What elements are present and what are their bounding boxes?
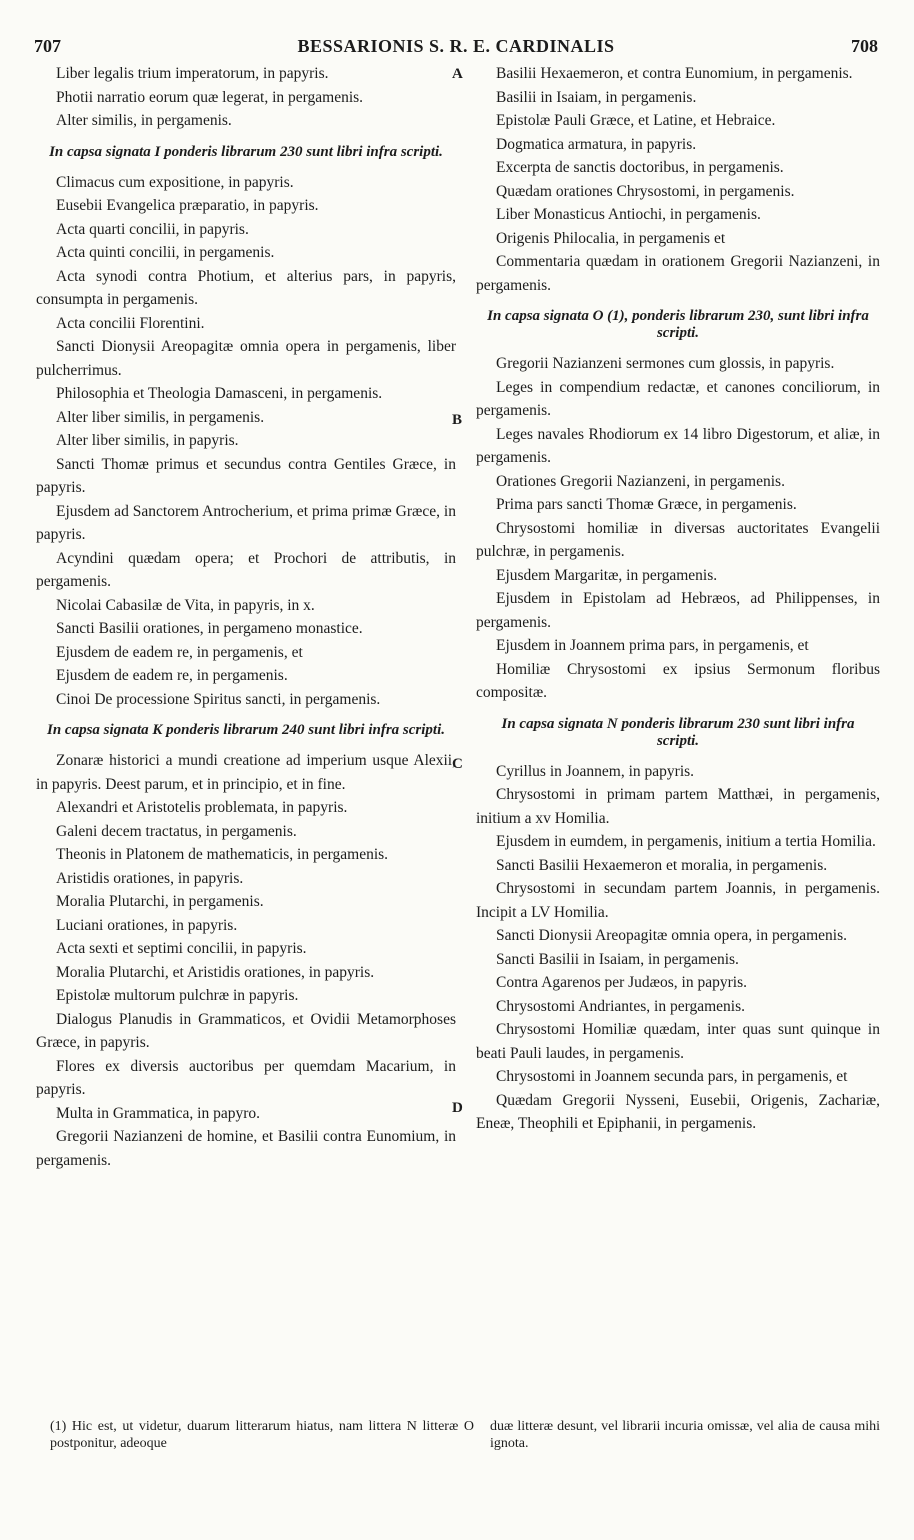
left-column xyxy=(36,62,456,1172)
list-item: Galeni decem tractatus, in pergamenis. xyxy=(56,822,297,840)
list-item: Chrysostomi Andriantes, in pergamenis. xyxy=(496,997,745,1015)
list-item: Ejusdem in Epistolam ad Hebræos, ad Philippenses, in pergamenis. xyxy=(476,590,880,631)
list-item: Chrysostomi in primam partem Matthæi, in pergamenis, initium a xv Homilia. xyxy=(476,786,880,827)
list-item: Photii narratio eorum quæ legerat, in pergamenis. xyxy=(56,88,364,106)
list-item: Liber legalis trium imperatorum, in papyris. xyxy=(56,65,329,82)
list-item: Chrysostomi Homiliæ quædam, inter quas sunt quinque in beati Pauli laudes, in pergamenis. xyxy=(476,1021,880,1062)
list-item: Nicolai Cabasilæ de Vita, in papyris, in x. xyxy=(56,596,315,614)
page-number-left: 707 xyxy=(34,36,61,56)
list-item: Sancti Basilii in Isaiam, in pergamenis. xyxy=(496,950,739,968)
list-item: Eusebii Evangelica præparatio, in papyris. xyxy=(56,197,319,214)
list-item: Sancti Basilii Hexaemeron et moralia, in pergamenis. xyxy=(496,856,828,874)
list-item: Ejusdem ad Sanctorem Antrocherium, et prima primæ Græce, in papyris. xyxy=(36,502,456,543)
section-heading-capsa-n: In capsa signata N ponderis librarum 230 sunt libri infra scripti. xyxy=(501,715,855,749)
list-item: Ejusdem in Joannem prima pars, in pergamenis, et xyxy=(496,637,809,654)
list-item: Leges navales Rhodiorum ex 14 libro Digestorum, et aliæ, in pergamenis. xyxy=(476,425,880,466)
section-heading-capsa-i: In capsa signata I ponderis librarum 230 sunt libri infra scripti. xyxy=(49,143,443,160)
list-item: Flores ex diversis auctoribus per quemdam Macarium, in papyris. xyxy=(36,1057,456,1098)
list-item: Ejusdem in eumdem, in pergamenis, initium a tertia Homilia. xyxy=(496,833,876,850)
list-item: Philosophia et Theologia Damasceni, in pergamenis. xyxy=(56,385,383,402)
list-item: Ejusdem de eadem re, in pergamenis. xyxy=(56,667,288,684)
list-item: Cyrillus in Joannem, in papyris. xyxy=(496,762,695,780)
list-item: Acta sexti et septimi concilii, in papyris. xyxy=(56,940,307,957)
list-item: Sancti Dionysii Areopagitæ omnia opera in pergamenis, liber pulcherrimus. xyxy=(36,338,456,379)
list-item: Sancti Basilii orationes, in pergameno monastice. xyxy=(56,620,363,637)
list-item: Dialogus Planudis in Grammaticos, et Ovidii Metamorphoses Græce, in papyris. xyxy=(36,1010,456,1051)
list-item: Moralia Plutarchi, in pergamenis. xyxy=(56,893,264,910)
list-item: Origenis Philocalia, in pergamenis et xyxy=(496,229,726,247)
list-item: Ejusdem Margaritæ, in pergamenis. xyxy=(496,566,718,584)
list-item: Liber Monasticus Antiochi, in pergamenis. xyxy=(496,206,761,223)
section-heading-capsa-o: In capsa signata O (1), ponderis librarum 230, sunt libri infra scripti. xyxy=(487,308,869,341)
list-item: Acta quarti concilii, in papyris. xyxy=(56,220,249,238)
list-item: Orationes Gregorii Nazianzeni, in pergamenis. xyxy=(496,472,785,490)
list-item: Homiliæ Chrysostomi ex ipsius Sermonum floribus compositæ. xyxy=(476,660,880,701)
list-item: Acta quinti concilii, in pergamenis. xyxy=(56,244,275,261)
margin-letter-c: C xyxy=(452,756,463,772)
list-item: Prima pars sancti Thomæ Græce, in pergamenis. xyxy=(496,496,797,513)
list-item: Commentaria quædam in orationem Gregorii Nazianzeni, in pergamenis. xyxy=(476,253,880,294)
list-item: Chrysostomi in secundam partem Joannis, in pergamenis. Incipit a LV Homilia. xyxy=(476,880,880,921)
footnote-left xyxy=(50,1418,474,1452)
list-item: Excerpta de sanctis doctoribus, in pergamenis. xyxy=(496,159,784,176)
list-item: Acyndini quædam opera; et Prochori de attributis, in pergamenis. xyxy=(36,549,456,590)
list-item: Acta synodi contra Photium, et alterius pars, in papyris, consumpta in pergamenis. xyxy=(36,267,456,308)
list-item: Alter liber similis, in papyris. xyxy=(56,432,239,449)
footnote-text: (1) Hic est, ut videtur, duarum litterarum hiatus, nam littera N litteræ O postponitur, adeoque xyxy=(50,1419,474,1451)
list-item: Acta concilii Florentini. xyxy=(56,314,205,332)
list-item: Luciani orationes, in papyris. xyxy=(56,916,238,934)
list-item: Aristidis orationes, in papyris. xyxy=(56,869,244,887)
margin-letter-d: D xyxy=(452,1100,463,1116)
list-item: Gregorii Nazianzeni de homine, et Basilii contra Eunomium, in pergamenis. xyxy=(36,1128,456,1169)
list-item: Sancti Thomæ primus et secundus contra Gentiles Græce, in papyris. xyxy=(36,455,456,496)
list-item: Alter liber similis, in pergamenis. xyxy=(56,408,265,426)
page-header xyxy=(34,36,878,62)
list-item: Epistolæ multorum pulchræ in papyris. xyxy=(56,987,299,1004)
list-item: Basilii Hexaemeron, et contra Eunomium, in pergamenis. xyxy=(496,65,853,82)
list-item: Leges in compendium redactæ, et canones conciliorum, in pergamenis. xyxy=(476,378,880,419)
footnote-text: duæ litteræ desunt, vel librarii incuria omissæ, vel alia de causa mihi ignota. xyxy=(490,1419,880,1451)
section-heading-capsa-k: In capsa signata K ponderis librarum 240 sunt libri infra scripti. xyxy=(46,722,445,738)
list-item: Gregorii Nazianzeni sermones cum glossis, in papyris. xyxy=(496,355,835,372)
running-title: BESSARIONIS S. R. E. CARDINALIS xyxy=(297,36,615,56)
list-item: Quædam Gregorii Nysseni, Eusebii, Origenis, Zachariæ, Eneæ, Theophili et Epiphanii, in pergamenis. xyxy=(476,1091,880,1132)
list-item: Climacus cum expositione, in papyris. xyxy=(56,173,294,191)
list-item: Multa in Grammatica, in papyro. xyxy=(56,1104,261,1122)
list-item: Zonaræ historici a mundi creatione ad imperium usque Alexii, in papyris. Deest parum, et in principio, et in fine. xyxy=(36,752,456,793)
list-item: Dogmatica armatura, in papyris. xyxy=(496,135,697,153)
page-number-right: 708 xyxy=(851,36,878,56)
list-item: Alexandri et Aristotelis problemata, in papyris. xyxy=(56,799,348,816)
list-item: Basilii in Isaiam, in pergamenis. xyxy=(496,88,697,106)
list-item: Quædam orationes Chrysostomi, in pergamenis. xyxy=(496,182,795,200)
right-column xyxy=(476,62,880,1136)
margin-letter-a: A xyxy=(452,66,463,82)
list-item: Alter similis, in pergamenis. xyxy=(56,112,232,129)
list-item: Ejusdem de eadem re, in pergamenis, et xyxy=(56,643,303,661)
list-item: Theonis in Platonem de mathematicis, in pergamenis. xyxy=(56,846,389,863)
list-item: Moralia Plutarchi, et Aristidis orationes, in papyris. xyxy=(56,963,375,981)
list-item: Chrysostomi homiliæ in diversas auctoritates Evangelii pulchræ, in pergamenis. xyxy=(476,519,880,560)
list-item: Epistolæ Pauli Græce, et Latine, et Hebraice. xyxy=(496,112,776,129)
list-item: Cinoi De processione Spiritus sancti, in pergamenis. xyxy=(56,690,381,708)
list-item: Contra Agarenos per Judæos, in papyris. xyxy=(496,974,747,991)
margin-letter-b: B xyxy=(452,412,463,428)
list-item: Sancti Dionysii Areopagitæ omnia opera, in pergamenis. xyxy=(496,927,847,944)
list-item: Chrysostomi in Joannem secunda pars, in pergamenis, et xyxy=(496,1068,848,1085)
footnote-right xyxy=(490,1418,880,1452)
